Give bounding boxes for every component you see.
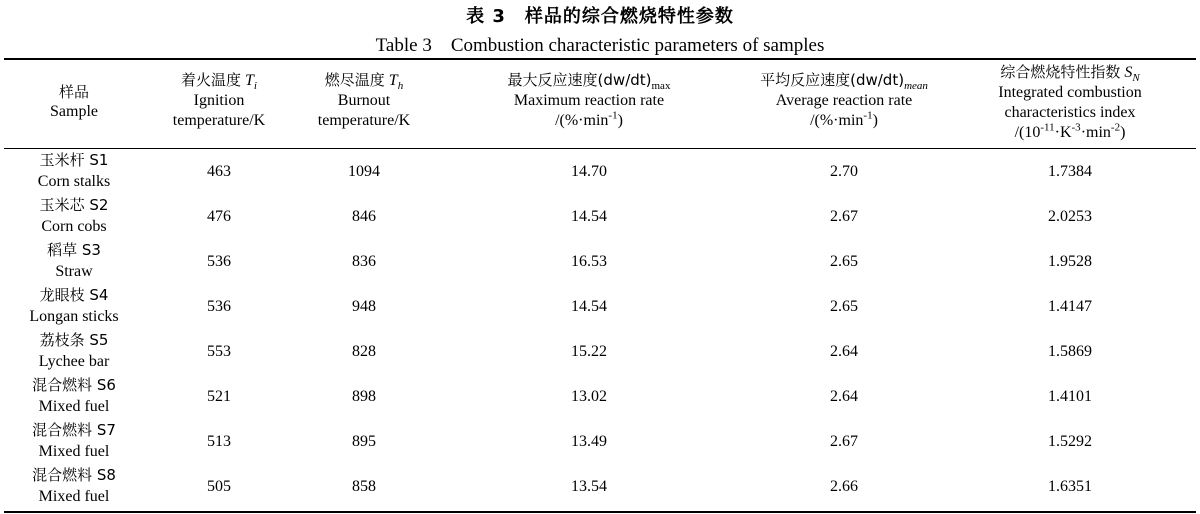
mean-rate-cell: 2.65 (830, 252, 858, 270)
max-rate-cell: 14.54 (571, 297, 607, 315)
mean-rate-cell: 2.65 (830, 297, 858, 315)
ignition-temp-cell: 536 (207, 297, 231, 315)
max-rate-cell: 13.02 (571, 387, 607, 405)
max-rate-cell: 14.54 (571, 207, 607, 225)
header-sample-en: Sample (50, 103, 98, 120)
mean-rate-cell: 2.64 (830, 342, 858, 360)
table-row (0, 464, 1200, 509)
header-integrated-index (944, 62, 1196, 143)
sn-index-cell: 1.5869 (1048, 342, 1092, 360)
max-rate-cell: 13.54 (571, 477, 607, 495)
mean-rate-cell: 2.67 (830, 207, 858, 225)
header-ti-en2: temperature/K (172, 112, 266, 129)
ignition-temp-cell: 476 (207, 207, 231, 225)
header-average-reaction-rate (744, 70, 944, 131)
sn-index-cell: 1.4101 (1048, 387, 1092, 405)
header-ti-en1: Ignition (193, 92, 245, 109)
ignition-temp-cell: 553 (207, 342, 231, 360)
max-rate-cell: 13.49 (571, 432, 607, 450)
table-title-english: Table 3 Combustion characteristic parameters of samples (375, 35, 825, 56)
sn-index-cell: 1.6351 (1048, 477, 1092, 495)
header-th-en2: temperature/K (317, 112, 411, 129)
table-row (0, 419, 1200, 464)
sn-index-cell: 1.5292 (1048, 432, 1092, 450)
header-ignition-temperature (144, 70, 294, 131)
burnout-temp-cell: 836 (352, 252, 376, 270)
header-sample (4, 82, 144, 122)
burnout-temp-cell: 898 (352, 387, 376, 405)
header-sample-cn: 样品 (58, 83, 89, 101)
ignition-temp-cell: 513 (207, 432, 231, 450)
bottom-rule (4, 511, 1196, 513)
max-rate-cell: 14.70 (571, 162, 607, 180)
burnout-temp-cell: 1094 (348, 162, 380, 180)
header-max-cn: 最大反应速度$(dw/dt)_{max}$ (507, 71, 671, 93)
header-max-unit: $/(\%\cdot\min^{-1})$ (555, 109, 623, 129)
table-row (0, 194, 1200, 239)
max-rate-cell: 15.22 (571, 342, 607, 360)
sample-cell: 稻草 S3 Straw (47, 241, 101, 280)
header-sn-cn: 综合燃烧特性指数 $S_N$ (1000, 63, 1140, 85)
mean-rate-cell: 2.66 (830, 477, 858, 495)
header-sn-en1: Integrated combustion (998, 84, 1142, 101)
max-rate-cell: 16.53 (571, 252, 607, 270)
sample-cell: 混合燃料 S8 Mixed fuel (32, 466, 116, 505)
header-mean-unit: $/(\%\cdot\min^{-1})$ (810, 109, 878, 129)
sample-cell: 混合燃料 S7 Mixed fuel (32, 421, 116, 460)
table-title-chinese: 表 3 样品的综合燃烧特性参数 (466, 6, 734, 27)
burnout-temp-cell: 948 (352, 297, 376, 315)
header-max-en: Maximum reaction rate (513, 92, 665, 109)
table-row (0, 374, 1200, 419)
header-th-en1: Burnout (337, 92, 391, 109)
table-row (0, 149, 1200, 194)
sample-cell: 混合燃料 S6 Mixed fuel (32, 376, 116, 415)
burnout-temp-cell: 858 (352, 477, 376, 495)
sn-index-cell: 1.4147 (1048, 297, 1092, 315)
sn-index-cell: 1.7384 (1048, 162, 1092, 180)
sample-cell: 龙眼枝 S4 Longan sticks (29, 286, 119, 325)
mean-rate-cell: 2.67 (830, 432, 858, 450)
ignition-temp-cell: 521 (207, 387, 231, 405)
header-th-cn: 燃尽温度 $T_h$ (324, 71, 404, 93)
header-maximum-reaction-rate (434, 70, 744, 131)
mean-rate-cell: 2.64 (830, 387, 858, 405)
header-sn-en2: characteristics index (1004, 104, 1136, 121)
burnout-temp-cell: 846 (352, 207, 376, 225)
header-mean-cn: 平均反应速度$(dw/dt)_{mean}$ (760, 71, 928, 93)
header-burnout-temperature (294, 70, 434, 131)
header-mean-en: Average reaction rate (775, 92, 913, 109)
sample-cell: 玉米杆 S1 Corn stalks (37, 151, 111, 190)
sample-cell: 玉米芯 S2 Corn cobs (39, 196, 109, 235)
mean-rate-cell: 2.70 (830, 162, 858, 180)
table-row (0, 239, 1200, 284)
sn-index-cell: 1.9528 (1048, 252, 1092, 270)
ignition-temp-cell: 505 (207, 477, 231, 495)
header-sn-unit: $/(10^{-11}\cdot K^{-3}\cdot\min^{-2})$ (1014, 121, 1126, 141)
ignition-temp-cell: 463 (207, 162, 231, 180)
table-row (0, 284, 1200, 329)
sample-cell: 荔枝条 S5 Lychee bar (38, 331, 110, 370)
ignition-temp-cell: 536 (207, 252, 231, 270)
burnout-temp-cell: 895 (352, 432, 376, 450)
header-ti-cn: 着火温度 $T_i$ (181, 71, 257, 93)
table-row (0, 329, 1200, 374)
burnout-temp-cell: 828 (352, 342, 376, 360)
sn-index-cell: 2.0253 (1048, 207, 1092, 225)
top-rule (4, 58, 1196, 60)
